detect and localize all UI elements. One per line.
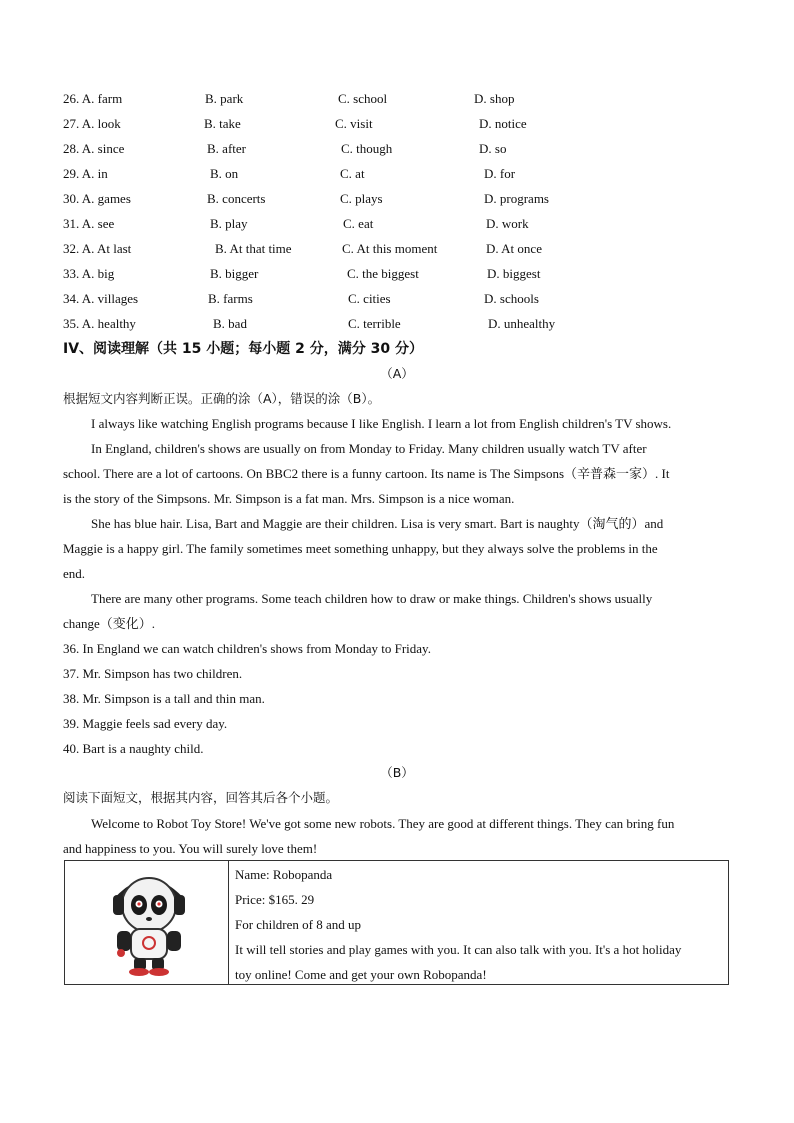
- option-b: B. farms: [208, 291, 253, 306]
- option-c: C. visit: [335, 116, 373, 131]
- option-d: D. biggest: [487, 266, 541, 281]
- option-d: D. At once: [486, 241, 542, 256]
- passage-line: school. There are a lot of cartoons. On BBC2 there is a funny cartoon. Its name is The Simpsons（辛普森一家）. It: [63, 466, 670, 481]
- option-b: B. on: [210, 166, 239, 181]
- option-c: C. plays: [340, 191, 383, 206]
- option-d: D. schools: [484, 291, 539, 306]
- product-description: It will tell stories and play games with you. It can also talk with you. It's a hot holiday: [235, 942, 682, 957]
- product-price: Price: $165. 29: [235, 892, 315, 907]
- passage-line: Maggie is a happy girl. The family sometimes meet something unhappy, but they always solve the problems in the: [63, 541, 658, 556]
- option-d: D. for: [484, 166, 516, 181]
- option-d: D. shop: [474, 91, 515, 106]
- product-description: toy online! Come and get your own Robopanda!: [235, 967, 487, 982]
- robot-panda-icon: [77, 867, 217, 979]
- product-age: For children of 8 and up: [235, 917, 362, 932]
- option-b: B. park: [205, 91, 244, 106]
- option-a: 26. A. farm: [63, 91, 123, 106]
- option-c: C. At this moment: [342, 241, 438, 256]
- option-b: B. take: [204, 116, 241, 131]
- option-a: 30. A. games: [63, 191, 131, 206]
- passage-line: I always like watching English programs because I like English. I learn a lot from English children's TV shows.: [91, 416, 672, 431]
- question-40: 40. Bart is a naughty child.: [63, 741, 204, 756]
- option-d: D. notice: [479, 116, 527, 131]
- option-d: D. work: [486, 216, 529, 231]
- option-c: C. terrible: [348, 316, 401, 331]
- option-c: C. eat: [343, 216, 374, 231]
- option-a: 32. A. At last: [63, 241, 132, 256]
- option-a: 29. A. in: [63, 166, 108, 181]
- intro-line: and happiness to you. You will surely love them!: [63, 841, 318, 856]
- part-a-instruction: 根据短文内容判断正误。正确的涂（A），错误的涂（B）。: [63, 391, 381, 406]
- passage-line: There are many other programs. Some teach children how to draw or make things. Children's shows usually: [91, 591, 653, 606]
- section-heading: IV、阅读理解（共 15 小题；每小题 2 分，满分 30 分）: [63, 341, 423, 357]
- option-b: B. concerts: [207, 191, 266, 206]
- option-a: 35. A. healthy: [63, 316, 136, 331]
- option-d: D. programs: [484, 191, 549, 206]
- option-c: C. at: [340, 166, 365, 181]
- part-a-label: （A）: [380, 366, 414, 381]
- part-b-label: （B）: [380, 765, 414, 780]
- option-c: C. the biggest: [347, 266, 419, 281]
- option-c: C. though: [341, 141, 393, 156]
- question-38: 38. Mr. Simpson is a tall and thin man.: [63, 691, 265, 706]
- question-39: 39. Maggie feels sad every day.: [63, 716, 228, 731]
- passage-line: end.: [63, 566, 86, 581]
- option-d: D. so: [479, 141, 507, 156]
- product-table: [64, 860, 729, 985]
- option-c: C. school: [338, 91, 388, 106]
- option-a: 31. A. see: [63, 216, 115, 231]
- option-b: B. after: [207, 141, 246, 156]
- option-b: B. At that time: [215, 241, 292, 256]
- intro-line: Welcome to Robot Toy Store! We've got some new robots. They are good at different things. They can bring fun: [91, 816, 675, 831]
- option-b: B. play: [210, 216, 248, 231]
- passage-line: change（变化）.: [63, 616, 156, 631]
- part-b-instruction: 阅读下面短文，根据其内容，回答其后各个小题。: [63, 790, 339, 805]
- passage-line: is the story of the Simpsons. Mr. Simpson is a fat man. Mrs. Simpson is a nice woman.: [63, 491, 515, 506]
- question-37: 37. Mr. Simpson has two children.: [63, 666, 243, 681]
- option-b: B. bad: [213, 316, 247, 331]
- passage-line: In England, children's shows are usually on from Monday to Friday. Many children usually watch TV after: [91, 441, 647, 456]
- table-divider: [228, 861, 229, 984]
- option-a: 33. A. big: [63, 266, 115, 281]
- option-a: 28. A. since: [63, 141, 125, 156]
- option-b: B. bigger: [210, 266, 259, 281]
- option-d: D. unhealthy: [488, 316, 556, 331]
- option-c: C. cities: [348, 291, 391, 306]
- product-name: Name: Robopanda: [235, 867, 333, 882]
- question-36: 36. In England we can watch children's shows from Monday to Friday.: [63, 641, 431, 656]
- option-a: 34. A. villages: [63, 291, 139, 306]
- passage-line: She has blue hair. Lisa, Bart and Maggie are their children. Lisa is very smart. Bart is naughty（淘气的）and: [91, 516, 664, 531]
- option-a: 27. A. look: [63, 116, 121, 131]
